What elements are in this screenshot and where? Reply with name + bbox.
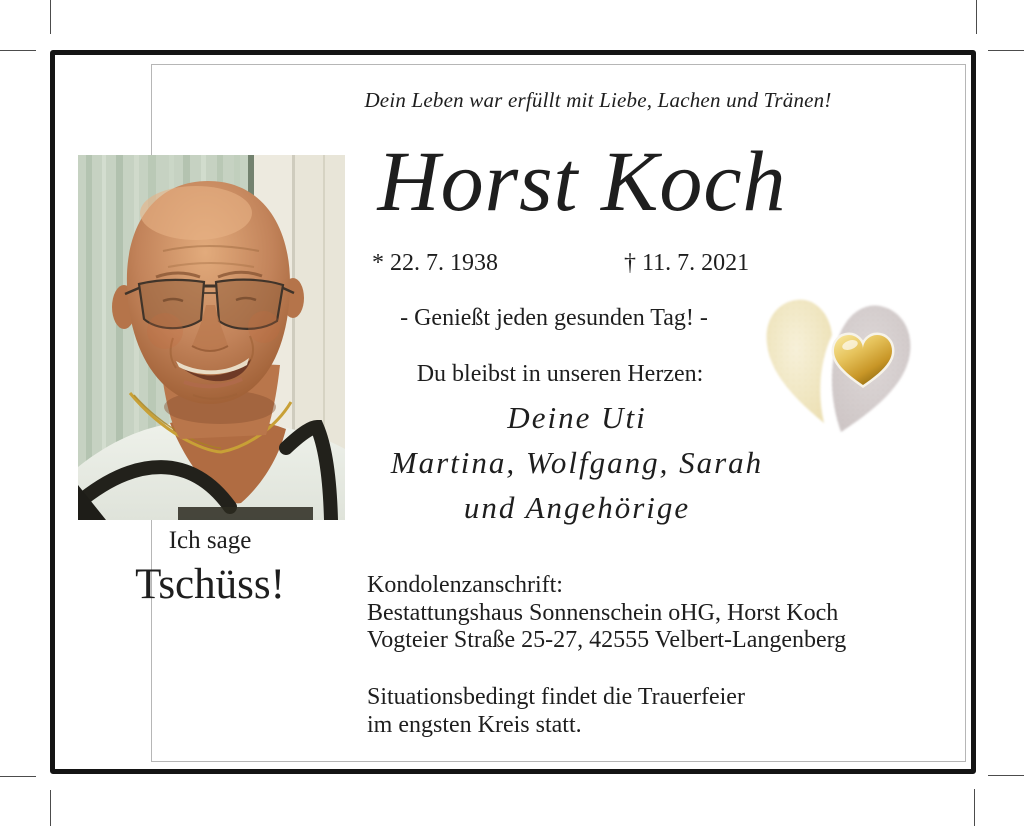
condolence-address-block [367,572,846,655]
mourners-block [391,395,763,530]
crop-mark-bottom-left-vertical [50,790,51,826]
crop-mark-bottom-left-horizontal [0,776,36,777]
crop-mark-top-right-horizontal [988,50,1024,51]
motto: - Genießt jeden gesunden Tag! - [400,305,708,331]
condolence-address-line: Vogteier Straße 25-27, 42555 Velbert-Langenberg [367,627,847,653]
deceased-name: Horst Koch [377,133,787,229]
crop-mark-bottom-right-vertical [974,789,975,826]
crop-mark-top-left-vertical [50,0,51,34]
mourner-line: Deine Uti [507,400,647,435]
mourner-line: und Angehörige [463,490,691,525]
birth-date: * 22. 7. 1938 [372,250,498,276]
crop-mark-top-left-horizontal [0,50,36,51]
farewell-intro: Ich sage [168,527,252,554]
death-date: † 11. 7. 2021 [624,250,750,276]
remembrance-line: Du bleibst in unseren Herzen: [416,361,704,387]
funeral-note-block [367,684,745,739]
farewell-exclamation: Tschüss! [135,561,285,608]
condolence-address-label: Kondolenzanschrift: [367,572,563,598]
epigraph: Dein Leben war erfüllt mit Liebe, Lachen und Tränen! [364,88,832,112]
condolence-address-line: Bestattungshaus Sonnenschein oHG, Horst Koch [367,599,839,626]
memorial-heart-decoration [762,289,914,437]
crop-mark-bottom-right-horizontal [988,775,1024,776]
funeral-note-line: Situationsbedingt findet die Trauerfeier [367,684,745,710]
funeral-note-line: im engsten Kreis statt. [367,711,582,738]
mourner-line: Martina, Wolfgang, Sarah [390,445,764,480]
crop-mark-top-right-vertical [976,0,977,34]
portrait-photo [78,155,345,520]
